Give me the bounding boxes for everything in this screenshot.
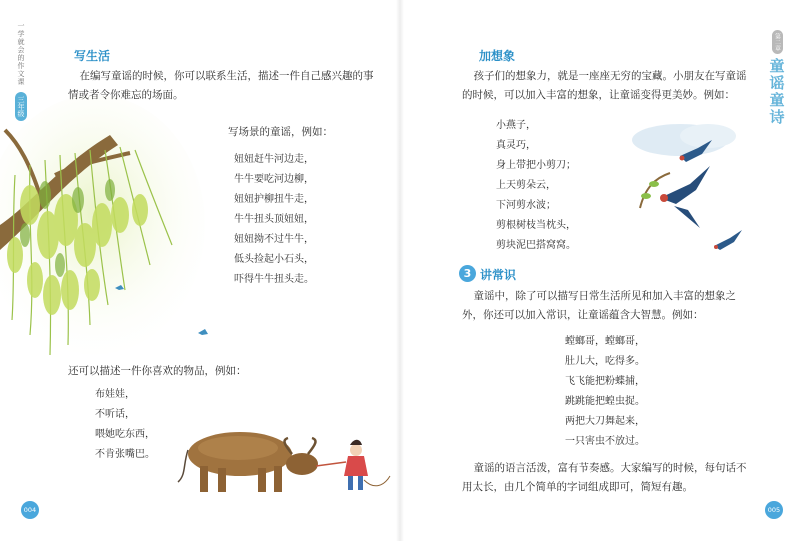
swallows-illustration <box>630 118 750 268</box>
imagination-paragraph: 孩子们的想象力，就是一座座无穷的宝藏。小朋友在写童谣的时候，可以加入丰富的想象，让童谣变得更美妙。例如： <box>462 70 747 101</box>
section-title-imagination: 加想象 <box>479 49 516 63</box>
poem-line: 妞妞赶牛河边走， <box>234 154 314 165</box>
intro-paragraph: 在编写童谣的时候，你可以联系生活，描述一件自己感兴趣的事情或者令你难忘的场面。 <box>68 70 374 101</box>
right-side-tab <box>762 30 792 126</box>
poem-line: 不听话， <box>95 409 135 420</box>
scene-intro: 写场景的童谣，例如： <box>228 126 333 138</box>
poem-line: 真灵巧， <box>496 140 536 151</box>
poem-line: 不肯张嘴巴。 <box>95 449 155 460</box>
page-number-right: 005 <box>765 501 783 519</box>
poem-line: 飞飞能把粉蝶捕， <box>565 376 645 387</box>
poem-line: 小燕子， <box>496 120 536 131</box>
willow-tree-illustration <box>0 105 240 405</box>
poem-mantis <box>565 332 645 452</box>
poem-line: 低头捡起小石头， <box>234 254 314 265</box>
section-number-badge: 3 <box>459 265 476 282</box>
poem-scene <box>234 150 314 290</box>
right-page <box>400 0 800 541</box>
poem-line: 妞妞拗不过牛牛， <box>234 234 314 245</box>
poem-line: 一只害虫不放过。 <box>565 436 645 447</box>
poem-line: 布娃娃， <box>95 389 135 400</box>
page-number-left: 004 <box>21 501 39 519</box>
chapter-title: 童谣童诗 <box>767 58 786 126</box>
poem-line: 吓得牛牛扭头走。 <box>234 274 314 285</box>
poem-line: 喂她吃东西， <box>95 429 155 440</box>
poem-line: 跳跳能把蝗虫捉。 <box>565 396 645 407</box>
closing-paragraph: 童谣的语言活泼，富有节奏感。大家编写的时候，每句话不用太长，由几个简单的字词组成即可，简短有趣。 <box>462 462 747 493</box>
grade-pill: 三年级 <box>15 92 27 121</box>
poem-line: 肚儿大，吃得多。 <box>565 356 645 367</box>
poem-line: 牛牛要吃河边柳， <box>234 174 314 185</box>
poem-line: 上天剪朵云， <box>496 180 556 191</box>
poem-line: 牛牛扭头顶妞妞， <box>234 214 314 225</box>
poem-line: 身上带把小剪刀； <box>496 160 576 171</box>
poem-swallow <box>496 116 576 256</box>
poem-line: 剪根树枝当枕头， <box>496 220 576 231</box>
poem-line: 下河剪水波； <box>496 200 556 211</box>
common-sense-paragraph: 童谣中，除了可以描写日常生活所见和加入丰富的想象之外，你还可以加入常识，让童谣蕴含大智慧。例如： <box>462 290 737 321</box>
section-title-common-sense: 讲常识 <box>480 268 517 282</box>
chapter-pill: 第二章 <box>772 30 783 54</box>
section-title-write-life: 写生活 <box>74 49 111 63</box>
poem-line: 两把大刀舞起来， <box>565 416 645 427</box>
poem-line: 螳螂哥，螳螂哥， <box>565 336 645 347</box>
poem-line: 妞妞护柳扭牛走， <box>234 194 314 205</box>
series-title: 一学就会的作文课 <box>17 22 25 86</box>
poem-object <box>95 385 155 465</box>
ox-and-girl-illustration <box>178 420 398 500</box>
object-intro: 还可以描述一件你喜欢的物品，例如： <box>68 365 247 377</box>
book-gutter <box>396 0 404 541</box>
poem-line: 剪块泥巴搭窝窝。 <box>496 240 576 251</box>
